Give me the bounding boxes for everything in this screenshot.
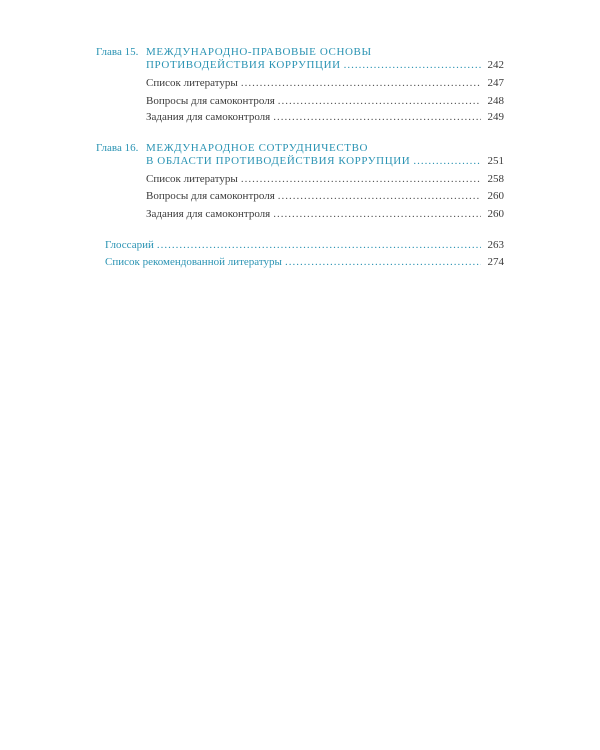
section-title: Вопросы для самоконтроля — [146, 190, 275, 202]
dot-leader — [273, 208, 481, 221]
dot-leader — [278, 95, 481, 108]
dot-leader — [344, 59, 481, 72]
chapter-15-label: Глава 15. — [96, 46, 139, 58]
page-number: 249 — [487, 111, 504, 123]
page-number: 260 — [487, 190, 504, 202]
toc-entry-chapter-15[interactable] — [146, 59, 504, 72]
dot-leader — [241, 173, 481, 186]
toc-entry-section[interactable] — [146, 208, 504, 221]
page-number: 260 — [487, 208, 504, 220]
back-matter-title: Список рекомендованной литературы — [105, 256, 282, 268]
dot-leader — [285, 256, 481, 269]
chapter-16-title-line1[interactable]: МЕЖДУНАРОДНОЕ СОТРУДНИЧЕСТВО — [146, 142, 369, 154]
toc-entry-section[interactable] — [146, 190, 504, 203]
page-number: 247 — [487, 77, 504, 89]
section-title: Задания для самоконтроля — [146, 111, 271, 123]
chapter-15-title-line1[interactable]: МЕЖДУНАРОДНО-ПРАВОВЫЕ ОСНОВЫ — [146, 46, 372, 58]
section-title: Вопросы для самоконтроля — [146, 95, 275, 107]
dot-leader — [278, 190, 481, 203]
chapter-16-title-line2: В ОБЛАСТИ ПРОТИВОДЕЙСТВИЯ КОРРУПЦИИ — [146, 155, 411, 167]
toc-entry-section[interactable] — [146, 173, 504, 186]
section-title: Список литературы — [146, 77, 238, 89]
toc-entry-section[interactable] — [146, 95, 504, 108]
toc-entry-recommended-literature[interactable] — [105, 256, 504, 269]
dot-leader — [241, 77, 481, 90]
page-number: 258 — [487, 173, 504, 185]
page-number: 251 — [487, 155, 504, 167]
section-title: Задания для самоконтроля — [146, 208, 271, 220]
toc-entry-chapter-16[interactable] — [146, 155, 504, 168]
chapter-15-title-line2: ПРОТИВОДЕЙСТВИЯ КОРРУПЦИИ — [146, 59, 341, 71]
dot-leader — [273, 111, 481, 124]
back-matter-title: Глоссарий — [105, 239, 154, 251]
page-number: 248 — [487, 95, 504, 107]
toc-entry-section[interactable] — [146, 111, 504, 124]
toc-entry-glossary[interactable] — [105, 239, 504, 252]
page-number: 263 — [487, 239, 504, 251]
chapter-16-label: Глава 16. — [96, 142, 139, 154]
page-number: 274 — [487, 256, 504, 268]
page-number: 242 — [487, 59, 504, 71]
dot-leader — [157, 239, 481, 252]
toc-entry-section[interactable] — [146, 77, 504, 90]
dot-leader — [413, 155, 481, 168]
section-title: Список литературы — [146, 173, 238, 185]
